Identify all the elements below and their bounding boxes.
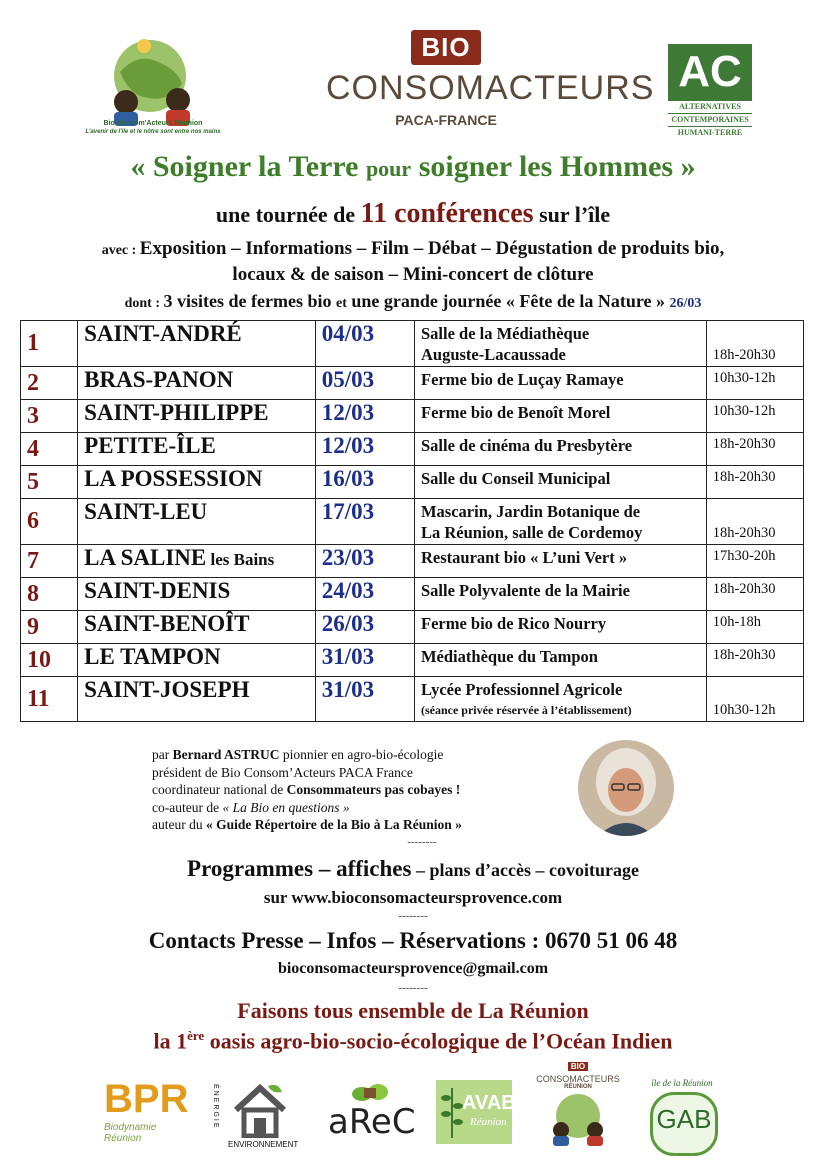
left-logo-tagline: L'avenir de l'île et le nôtre sont entre nos mains xyxy=(85,129,221,135)
venue-cell xyxy=(414,644,706,677)
date-cell: 26/03 xyxy=(315,611,414,644)
dont-label: dont : xyxy=(124,296,164,311)
subtitle-post: sur l’île xyxy=(533,202,611,227)
bio-consomacteurs-reunion-logo xyxy=(78,32,228,138)
hours-cell: 18h-20h30 xyxy=(706,644,803,677)
date-cell: 04/03 xyxy=(315,321,414,367)
city-name: BRAS-PANON xyxy=(84,367,234,392)
row-number: 6 xyxy=(21,499,78,545)
hours-cell: 10h-18h xyxy=(706,611,803,644)
city-cell xyxy=(78,433,316,466)
hours-cell: 18h-20h30 xyxy=(706,578,803,611)
city-cell xyxy=(78,499,316,545)
city-name: LA SALINE xyxy=(84,545,207,570)
city-name: SAINT-PHILIPPE xyxy=(84,400,269,425)
venue-cell xyxy=(414,433,706,466)
schedule-row xyxy=(21,466,804,499)
venue-cell xyxy=(414,578,706,611)
city-name: SAINT-ANDRÉ xyxy=(84,321,242,346)
schedule-row xyxy=(21,367,804,400)
title-small: pour xyxy=(365,156,412,181)
ac-line-1: ALTERNATIVES xyxy=(668,100,752,113)
city-cell xyxy=(78,367,316,400)
leaf-icon xyxy=(350,1080,390,1104)
city-cell xyxy=(78,578,316,611)
author-line-4-pre: co-auteur de xyxy=(152,799,223,815)
gab-top-label: île de la Réunion xyxy=(651,1078,713,1088)
row-number: 10 xyxy=(21,644,78,677)
venue-cell xyxy=(414,611,706,644)
author-photo xyxy=(578,740,674,836)
closing-pre: la 1 xyxy=(153,1028,188,1054)
date-cell: 05/03 xyxy=(315,367,414,400)
avec-line-2 xyxy=(0,264,826,286)
row-number: 8 xyxy=(21,578,78,611)
hours-cell: 10h30-12h xyxy=(706,400,803,433)
city-cell xyxy=(78,677,316,722)
consomacteurs-wordmark: CONSOMACTEURS xyxy=(326,69,655,107)
venue-line-1: Salle de la Médiathèque xyxy=(420,324,590,343)
dont-date: 26/03 xyxy=(669,296,702,311)
venue-line-1: Salle de cinéma du Presbytère xyxy=(420,436,633,455)
date-cell: 24/03 xyxy=(315,578,414,611)
venue-line-1: Restaurant bio « L’uni Vert » xyxy=(420,548,628,567)
venue-cell xyxy=(414,545,706,578)
bio-consomacteurs-reunion-logo-small xyxy=(534,1056,622,1156)
venue-cell xyxy=(414,499,706,545)
dont-line xyxy=(0,291,826,312)
avab-letters: AVAB xyxy=(462,1092,516,1114)
date-cell: 12/03 xyxy=(315,433,414,466)
row-number: 7 xyxy=(21,545,78,578)
date-cell: 23/03 xyxy=(315,545,414,578)
environnement-label: ENVIRONNEMENT xyxy=(228,1140,299,1149)
row-number: 1 xyxy=(21,321,78,367)
subtitle xyxy=(0,198,826,230)
small-reunion-label: RÉUNION xyxy=(564,1084,592,1090)
row-number: 9 xyxy=(21,611,78,644)
author-line-4-book: « La Bio en questions » xyxy=(222,799,350,815)
venue-line-1: Ferme bio de Rico Nourry xyxy=(420,614,607,633)
separator-1: -------- xyxy=(407,835,437,848)
hours-cell: 10h30-12h xyxy=(706,677,803,722)
title-part-1: « Soigner la Terre xyxy=(130,150,366,183)
city-cell xyxy=(78,611,316,644)
venue-cell xyxy=(414,466,706,499)
portrait-image xyxy=(578,740,674,836)
author-line-3-bold: Consommateurs pas cobayes ! xyxy=(286,782,461,797)
city-name: LE TAMPON xyxy=(84,644,221,669)
city-name: LA POSSESSION xyxy=(84,466,263,491)
venue-line-2: Auguste-Lacaussade xyxy=(420,345,566,364)
city-cell xyxy=(78,400,316,433)
avab-subtitle: Réunion xyxy=(470,1116,507,1128)
date-cell: 17/03 xyxy=(315,499,414,545)
city-cell xyxy=(78,466,316,499)
row-number: 3 xyxy=(21,400,78,433)
row-number: 11 xyxy=(21,677,78,722)
author-line-4 xyxy=(152,799,552,817)
paca-france-label: PACA-FRANCE xyxy=(395,112,497,128)
author-line-5-book: « Guide Répertoire de la Bio à La Réunion » xyxy=(205,817,462,832)
venue-cell xyxy=(414,321,706,367)
row-number: 4 xyxy=(21,433,78,466)
contacts-line: Contacts Presse – Infos – Réservations : 0670 51 06 48 xyxy=(148,928,678,953)
schedule-row xyxy=(21,677,804,722)
city-name: SAINT-JOSEPH xyxy=(84,677,250,702)
schedule-row xyxy=(21,578,804,611)
venue-line-1: Ferme bio de Luçay Ramaye xyxy=(420,370,624,389)
schedule-row xyxy=(21,400,804,433)
closing-post: oasis agro-bio-socio-écologique de l’Océan Indien xyxy=(204,1028,673,1054)
schedule-row xyxy=(21,545,804,578)
subtitle-pre: une tournée de xyxy=(215,202,361,227)
ac-line-3: HUMANI-TERRE xyxy=(668,126,752,139)
left-logo-caption: Bio Consom'Acteurs Réunion xyxy=(103,120,203,127)
subtitle-highlight: 11 conférences xyxy=(360,198,534,229)
dont-et: et xyxy=(335,296,347,311)
website-link[interactable]: sur www.bioconsomacteursprovence.com xyxy=(263,888,563,907)
email-link[interactable]: bioconsomacteursprovence@gmail.com xyxy=(277,960,549,977)
city-name: PETITE-ÎLE xyxy=(84,433,216,458)
programmes-big: Programmes – affiches xyxy=(187,856,412,881)
small-earth-children-icon xyxy=(543,1090,613,1148)
programmes-small: – plans d’accès – covoiturage xyxy=(411,860,639,880)
author-role: pionnier en agro-bio-écologie xyxy=(279,747,444,762)
schedule-row xyxy=(21,644,804,677)
hours-cell: 17h30-20h xyxy=(706,545,803,578)
bio-consomacteurs-paca-logo xyxy=(326,30,655,140)
hours-cell: 10h30-12h xyxy=(706,367,803,400)
author-line-3 xyxy=(152,781,552,799)
bpr-logo xyxy=(104,1076,190,1156)
city-name: SAINT-DENIS xyxy=(84,578,231,603)
venue-line-1: Salle du Conseil Municipal xyxy=(420,469,611,488)
venue-cell xyxy=(414,677,706,722)
small-consom-wordmark: CONSOMACTEURS xyxy=(536,1074,620,1084)
author-line-3-pre: coordinateur national de xyxy=(152,782,287,797)
conference-schedule-table xyxy=(20,320,804,722)
hours-cell: 18h-20h30 xyxy=(706,499,803,545)
title-part-2: soigner les Hommes » xyxy=(411,150,696,183)
avec-line-1 xyxy=(0,238,826,260)
date-cell: 31/03 xyxy=(315,644,414,677)
schedule-row xyxy=(21,611,804,644)
venue-line-1: Médiathèque du Tampon xyxy=(420,647,598,666)
row-number: 5 xyxy=(21,466,78,499)
gab-logo xyxy=(640,1076,724,1156)
arec-letters: aReC xyxy=(328,1102,416,1142)
city-cell xyxy=(78,545,316,578)
separator-2: -------- xyxy=(398,910,428,922)
house-icon xyxy=(228,1082,292,1138)
ac-line-2: CONTEMPORAINES xyxy=(668,113,752,126)
city-name: SAINT-LEU xyxy=(84,499,208,524)
ac-letters: AC xyxy=(668,44,752,100)
alternatives-contemporaines-logo xyxy=(668,44,752,140)
hours-cell: 18h-20h30 xyxy=(706,321,803,367)
dont-text-2: une grande journée « Fête de la Nature » xyxy=(346,291,670,311)
city-name: SAINT-BENOÎT xyxy=(84,611,250,636)
row-number: 2 xyxy=(21,367,78,400)
author-block xyxy=(152,746,552,851)
author-line-5-pre: auteur du xyxy=(152,817,206,832)
small-bio-badge: BIO xyxy=(568,1062,588,1071)
author-line-2: président de Bio Consom’Acteurs PACA France xyxy=(152,764,413,780)
closing-line-2 xyxy=(0,1028,826,1054)
hours-cell: 18h-20h30 xyxy=(706,433,803,466)
venue-line-1: Salle Polyvalente de la Mairie xyxy=(420,581,630,600)
avab-logo xyxy=(436,1076,516,1156)
city-extra: les Bains xyxy=(206,550,275,569)
page-title xyxy=(0,150,826,184)
schedule-row xyxy=(21,499,804,545)
venue-line-2: La Réunion, salle de Cordemoy xyxy=(420,523,643,542)
energie-environnement-logo xyxy=(212,1076,304,1156)
schedule-row xyxy=(21,433,804,466)
author-line-5 xyxy=(152,816,552,834)
avec-label: avec : xyxy=(101,243,140,258)
venue-cell xyxy=(414,367,706,400)
bio-badge: BIO xyxy=(411,30,480,65)
hours-cell: 18h-20h30 xyxy=(706,466,803,499)
closing-line-1: Faisons tous ensemble de La Réunion xyxy=(237,998,589,1023)
venue-line-1: Lycée Professionnel Agricole xyxy=(420,680,623,699)
energie-label: ÉNERGIE xyxy=(212,1084,219,1130)
author-line-1 xyxy=(152,746,552,764)
date-cell: 16/03 xyxy=(315,466,414,499)
avec-text-1: Exposition – Informations – Film – Débat – Dégustation de produits bio, xyxy=(139,238,725,259)
arec-logo xyxy=(328,1076,416,1156)
avec-text-2: locaux & de saison – Mini-concert de clôture xyxy=(232,264,594,285)
venue-cell xyxy=(414,400,706,433)
city-cell xyxy=(78,321,316,367)
dont-text-1: 3 visites de fermes bio xyxy=(163,291,336,311)
city-cell xyxy=(78,644,316,677)
branch-icon xyxy=(440,1084,464,1140)
programmes-line xyxy=(0,856,826,882)
venue-line-2: (séance privée réservée à l’établissement) xyxy=(420,703,632,717)
closing-sup: ère xyxy=(187,1028,205,1043)
author-par: par xyxy=(152,747,173,762)
gab-letters: GAB xyxy=(656,1104,712,1134)
venue-line-1: Ferme bio de Benoît Morel xyxy=(420,403,611,422)
bpr-letters: BPR xyxy=(104,1077,189,1121)
schedule-row xyxy=(21,321,804,367)
bpr-subtitle: Biodynamie Réunion xyxy=(104,1122,157,1144)
date-cell: 31/03 xyxy=(315,677,414,722)
venue-line-1: Mascarin, Jardin Botanique de xyxy=(420,502,641,521)
date-cell: 12/03 xyxy=(315,400,414,433)
author-name: Bernard ASTRUC xyxy=(172,747,280,762)
separator-3: -------- xyxy=(398,982,428,994)
